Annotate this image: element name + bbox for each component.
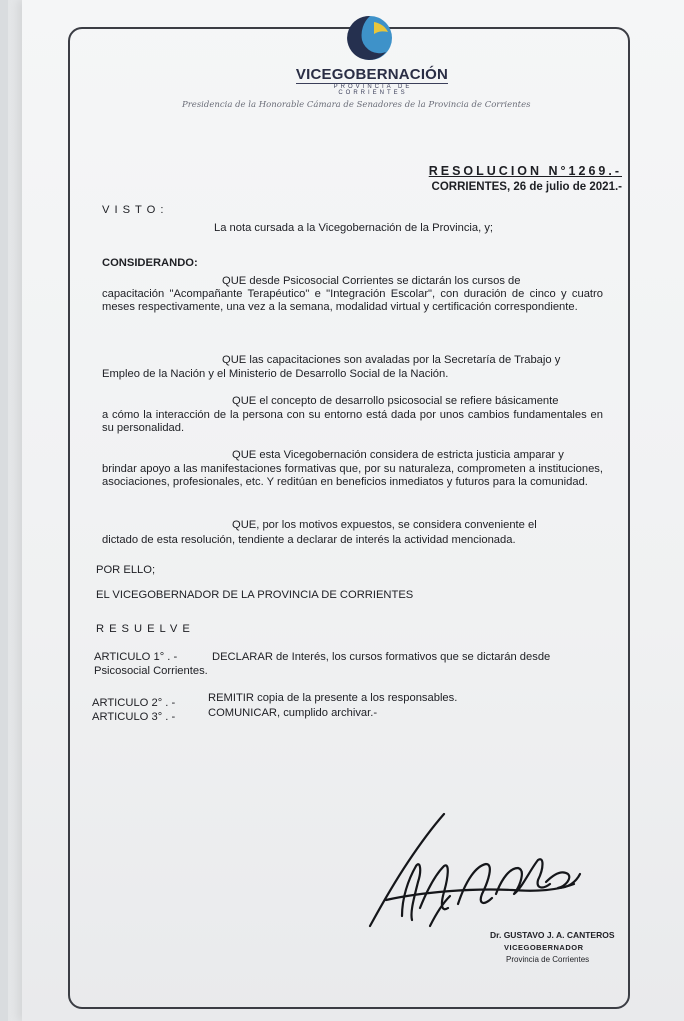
paragraph-5-first-line: QUE, por los motivos expuestos, se considera conveniente el xyxy=(232,519,537,531)
resolution-date: CORRIENTES, 26 de julio de 2021.- xyxy=(431,181,622,193)
document-page xyxy=(22,0,684,1021)
visto-label: VISTO: xyxy=(102,204,169,216)
paragraph-1-body: capacitación "Acompañante Terapéutico" e "Integración Escolar", con duración de cinco y cuatro meses respectivamente, una vez a la semana, modalidad virtual y certificación correspondiente. xyxy=(102,288,603,314)
paragraph-2-first-line: QUE las capacitaciones son avaladas por la Secretaría de Trabajo y xyxy=(222,354,561,366)
article-3-text: COMUNICAR, cumplido archivar.- xyxy=(208,707,378,719)
vicegobernacion-logo-icon xyxy=(340,10,400,64)
visto-text: La nota cursada a la Vicegobernación de la Provincia, y; xyxy=(214,222,494,234)
considerando-label: CONSIDERANDO: xyxy=(102,257,198,269)
article-2-text: REMITIR copia de la presente a los responsables. xyxy=(208,692,458,704)
resuelve-label: RESUELVE xyxy=(96,623,195,635)
article-1-first-line: DECLARAR de Interés, los cursos formativos que se dictarán desde xyxy=(212,651,551,663)
signatory-role: VICEGOBERNADOR xyxy=(504,943,584,952)
presidency-line: Presidencia de la Honorable Cámara de Senadores de la Provincia de Corrientes xyxy=(182,100,531,110)
paragraph-1-first-line: QUE desde Psicosocial Corrientes se dictarán los cursos de xyxy=(222,275,521,287)
por-ello: POR ELLO; xyxy=(96,564,156,576)
article-1-body: Psicosocial Corrientes. xyxy=(94,665,208,677)
paragraph-4-first-line: QUE esta Vicegobernación considera de estricta justicia amparar y xyxy=(232,449,564,461)
paragraph-3-first-line: QUE el concepto de desarrollo psicosocial se refiere básicamente xyxy=(232,395,559,407)
article-3-label: ARTICULO 3° . - xyxy=(92,711,176,723)
paragraph-4-body: brindar apoyo a las manifestaciones formativas que, por su naturaleza, comprometen a instituciones, asociaciones, profesionales, etc. Y reditúan en beneficios inmediatos y futuros para la comunidad. xyxy=(102,463,603,489)
article-1-label: ARTICULO 1° . - xyxy=(94,651,178,663)
org-subtitle: PROVINCIA DE CORRIENTES xyxy=(333,84,413,96)
paragraph-3-body: a cómo la interacción de la persona con su entorno está dada por unos cambios fundamentales en su personalidad. xyxy=(102,409,603,435)
paragraph-5-body: dictado de esta resolución, tendiente a declarar de interés la actividad mencionada. xyxy=(102,534,516,546)
article-2-label: ARTICULO 2° . - xyxy=(92,697,176,709)
authority-line: EL VICEGOBERNADOR DE LA PROVINCIA DE CORRIENTES xyxy=(96,589,414,601)
signatory-province: Provincia de Corrientes xyxy=(506,955,590,964)
resolution-number: RESOLUCION N°1269.- xyxy=(428,164,622,178)
org-name: VICEGOBERNACIÓN xyxy=(295,66,449,83)
handwritten-signature xyxy=(362,808,592,928)
paragraph-2-body: Empleo de la Nación y el Ministerio de Desarrollo Social de la Nación. xyxy=(102,368,449,380)
signatory-name: Dr. GUSTAVO J. A. CANTEROS xyxy=(490,930,615,940)
